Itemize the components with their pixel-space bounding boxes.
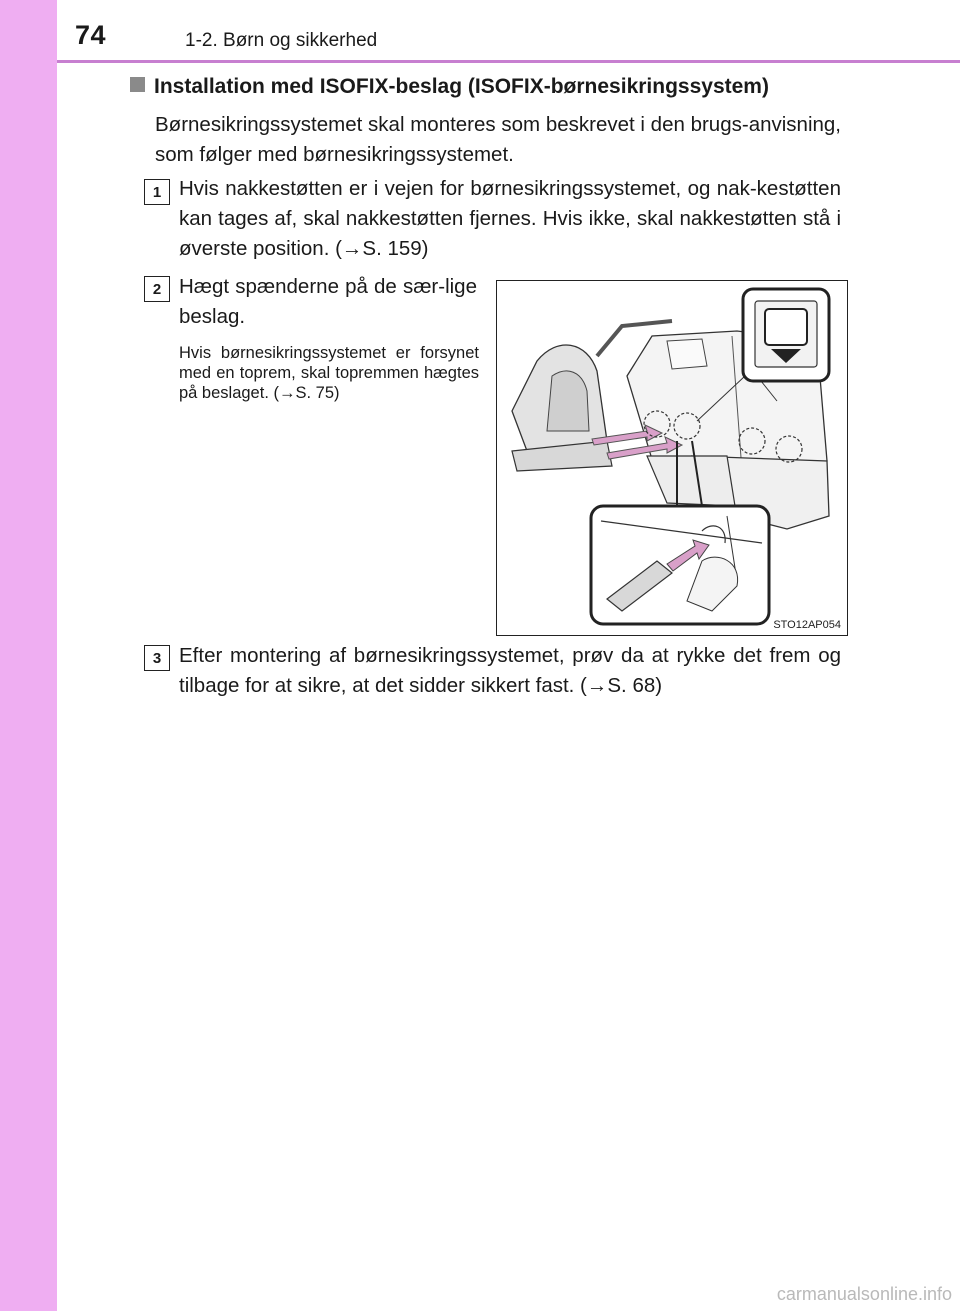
page-number: 74: [75, 20, 107, 50]
section-heading-text: Installation med ISOFIX-beslag (ISOFIX-børnesikringssystem): [154, 75, 769, 98]
chapter-title: 1-2. Børn og sikkerhed: [185, 30, 378, 51]
step-2-text: Hægt spænderne på de sær-lige beslag.: [179, 275, 477, 328]
header-rule: [57, 60, 960, 63]
step-2-note: Hvis børnesikringssystemet er forsynet med en toprem, skal topremmen hægtes på beslaget. (→S. 75): [179, 344, 479, 402]
step-number-3: 3: [144, 645, 170, 671]
figure-code: STO12AP054: [773, 619, 841, 631]
page-side-tab: [0, 0, 57, 1311]
isofix-illustration: [496, 280, 848, 636]
step-3-text: Efter montering af børnesikringssystemet, prøv da at rykke det frem og tilbage for at sikre, at det sidder sikkert fast. (→S. 68): [179, 644, 841, 697]
watermark: carmanualsonline.info: [776, 1284, 952, 1304]
child-seat-installation-drawing: [497, 281, 846, 634]
square-bullet-icon: [130, 77, 145, 92]
step-number-1: 1: [144, 179, 170, 205]
intro-paragraph: Børnesikringssystemet skal monteres som beskrevet i den brugs-anvisning, som følger med børnesikringssystemet.: [155, 113, 841, 166]
step-number-2: 2: [144, 276, 170, 302]
isofix-label-icon: [765, 309, 807, 345]
step-1-text: Hvis nakkestøtten er i vejen for børnesikringssystemet, og nak-kestøtten kan tages af, skal nakkestøtten fjernes. Hvis ikke, skal nakkestøtten stå i øverste position. (→S. 159): [179, 177, 841, 260]
section-heading: [130, 75, 769, 99]
